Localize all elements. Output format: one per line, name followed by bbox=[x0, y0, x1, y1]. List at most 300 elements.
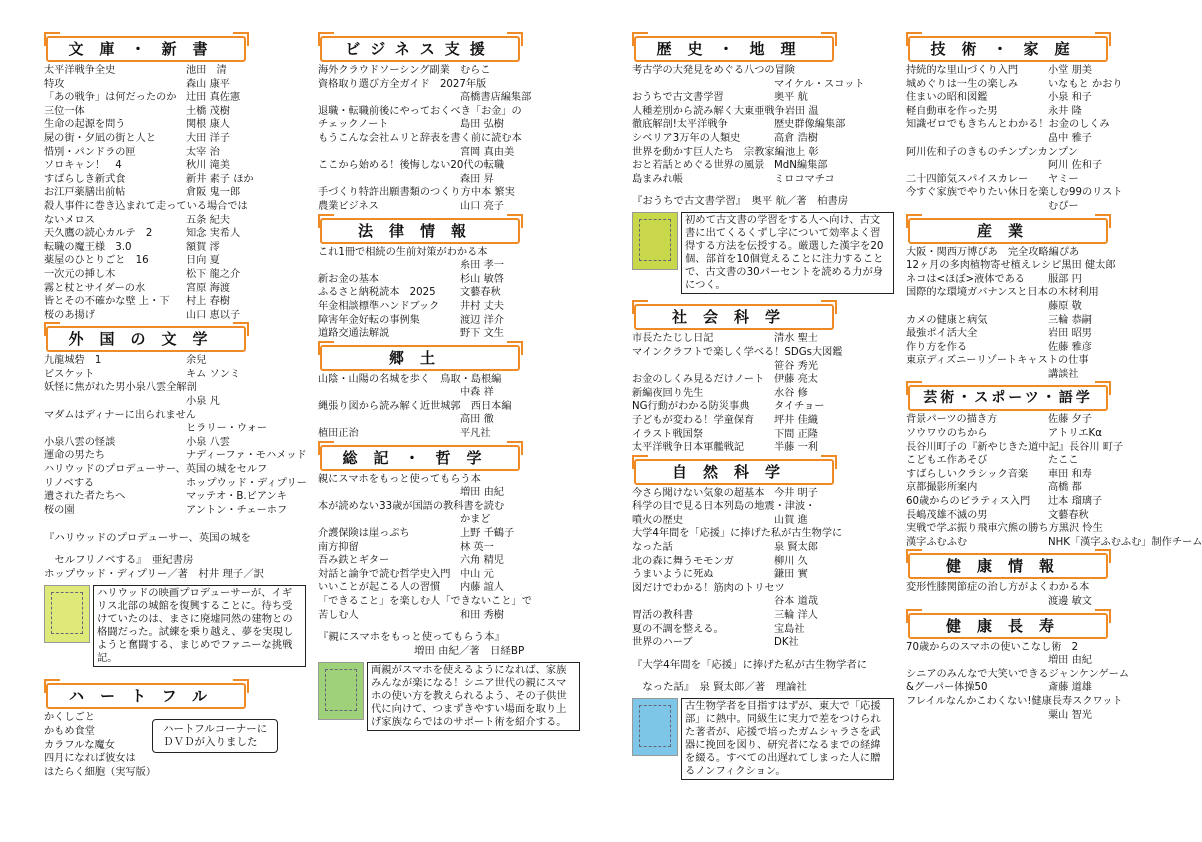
book-author: 永井 隆 bbox=[1048, 105, 1082, 117]
book-author: 関根 康人 bbox=[186, 119, 230, 131]
book-title: 人種差別から読み解く大東亜戦争 bbox=[632, 105, 785, 117]
book-author: 島田 弘樹 bbox=[460, 119, 504, 131]
book-author: 野下 文生 bbox=[460, 328, 504, 340]
book-title: 背景パーツの描き方 bbox=[906, 414, 998, 426]
list-item bbox=[632, 387, 894, 401]
list-item bbox=[318, 427, 580, 441]
book-title: 桜の園 bbox=[44, 504, 75, 516]
list-item bbox=[44, 504, 306, 518]
list-item bbox=[906, 173, 1168, 187]
book-author: 岩田 昭男 bbox=[1048, 328, 1092, 340]
list-item bbox=[632, 118, 894, 132]
list-item bbox=[44, 173, 306, 187]
book-author: 渡辺 洋介 bbox=[460, 314, 504, 326]
book-author: 今井 明子 bbox=[774, 487, 818, 499]
book-title: 胃活の教科書 bbox=[632, 610, 694, 622]
column-1 bbox=[44, 32, 306, 779]
book-title: 惜別・パンドラの匣 bbox=[44, 146, 136, 158]
book-author: 山口 亮子 bbox=[460, 200, 504, 212]
category-title: 郷土 bbox=[320, 345, 520, 371]
list-item bbox=[318, 273, 580, 287]
book-author: 岩田 温 bbox=[784, 105, 819, 117]
book-title: 持続的な里山づくり入門 bbox=[906, 65, 1019, 76]
book-author: 増田 由紀 bbox=[1048, 655, 1092, 667]
feature-title: 『おうちで古文書学習』 奥平 航／著 柏書房 bbox=[632, 195, 849, 208]
book-author: 黒沢 怜生 bbox=[1058, 523, 1103, 535]
column-3 bbox=[632, 32, 894, 780]
list-item bbox=[906, 441, 1168, 455]
book-author: かまど bbox=[460, 514, 491, 526]
book-author: 土橋 茂樹 bbox=[186, 105, 230, 117]
book-title: 退職・転職前後にやっておくべき「お金」の bbox=[318, 105, 522, 117]
list-item bbox=[44, 309, 306, 323]
book-title: 特攻 bbox=[44, 78, 65, 90]
book-title: 運命の男たち bbox=[44, 450, 106, 462]
list-item bbox=[906, 413, 1168, 427]
book-title: 海外クラウドソーシング副業 bbox=[318, 65, 450, 76]
book-title: 転職の魔王様 3.0 bbox=[44, 241, 132, 253]
book-author: むらこ bbox=[460, 65, 491, 76]
book-title: 三位一体 bbox=[44, 105, 85, 117]
book-title: 天久鷹の読心カルテ 2 bbox=[44, 228, 153, 240]
feature-title: 『大学4年間を「応援」に捧げた私が古生物学者に bbox=[632, 658, 868, 671]
book-cover-image bbox=[44, 585, 90, 643]
book-title: 遺された者たちへ bbox=[44, 491, 126, 503]
list-item bbox=[44, 490, 306, 504]
feature-box bbox=[632, 698, 894, 780]
book-title: なった話 bbox=[632, 542, 673, 554]
book-author: MdN編集部 bbox=[774, 160, 828, 172]
list-item bbox=[318, 200, 580, 214]
book-author: 知念 実希人 bbox=[186, 228, 241, 240]
book-title: 子どもが変わる！学童保育 bbox=[632, 414, 755, 426]
book-author: 増田 由紀 bbox=[460, 487, 504, 499]
book-author bbox=[501, 373, 580, 387]
book-author: 長谷川 町子 bbox=[1069, 441, 1124, 453]
book-title: 知識ゼロでもきちんとわかる！お金のしくみ bbox=[906, 119, 1110, 131]
list-item bbox=[44, 436, 306, 450]
book-author: 大田 洋子 bbox=[186, 132, 230, 144]
book-title: 「あの戦争」は何だったのか bbox=[44, 92, 177, 104]
list-item bbox=[44, 214, 306, 228]
book-title: 一次元の挿し木 bbox=[44, 268, 116, 280]
list-item bbox=[906, 259, 1168, 273]
book-title: 太平洋戦争日本軍艦戦記 bbox=[632, 442, 745, 454]
book-author: 車田 和寿 bbox=[1048, 468, 1092, 480]
column-4 bbox=[906, 32, 1202, 722]
dvd-title: かもめ食堂 bbox=[44, 726, 95, 737]
book-title: お江戸薬膳出前帖 bbox=[44, 187, 126, 199]
book-author: いなもと かおり bbox=[1048, 78, 1123, 90]
book-author: 五条 紀夫 bbox=[186, 214, 230, 226]
book-title: 苦しむ人 bbox=[318, 609, 359, 621]
feature-author: 増田 由紀／著 日経BP bbox=[414, 645, 525, 658]
book-author: 上野 千鶴子 bbox=[460, 528, 515, 540]
category-title: 法律情報 bbox=[320, 218, 520, 244]
category-header bbox=[906, 214, 1168, 240]
book-author: 高橋書店編集部 bbox=[460, 92, 532, 104]
note-line: ハートフルコーナーに bbox=[163, 723, 268, 736]
feature-box bbox=[632, 212, 894, 294]
book-title: おと若話とめぐる世界の風景 bbox=[632, 160, 765, 172]
list-item bbox=[318, 314, 580, 328]
cover-art bbox=[325, 669, 357, 711]
list-item bbox=[906, 341, 1168, 355]
category-title: 芸術・スポーツ・語学 bbox=[908, 385, 1108, 411]
book-author: ナディーファ・モハメッド bbox=[186, 450, 307, 462]
category-title: 産業 bbox=[908, 218, 1108, 244]
book-title: すばらしいクラシック音楽 bbox=[906, 468, 1029, 480]
book-author: 杉山 敏啓 bbox=[460, 273, 504, 285]
category-header bbox=[906, 549, 1168, 575]
list-item bbox=[632, 146, 894, 160]
book-author bbox=[486, 78, 580, 92]
feature-section bbox=[632, 194, 894, 294]
book-author: 清水 聖士 bbox=[774, 333, 818, 345]
book-title: 妖怪に焦がれた男小泉八雲全解剖 bbox=[44, 382, 197, 394]
book-title: 新編夜回り先生 bbox=[632, 387, 704, 399]
book-author: 糸田 孝一 bbox=[460, 260, 504, 272]
book-title: リノベする bbox=[44, 477, 95, 489]
book-author: 佐藤 雅彦 bbox=[1048, 341, 1092, 353]
category-header bbox=[632, 455, 894, 481]
list-item bbox=[318, 527, 580, 541]
book-title: 阿川佐和子のきものチンプンカンプン bbox=[906, 146, 1078, 158]
feature-title-cont: セルフリノベする』 亜紀書房 bbox=[44, 554, 194, 567]
list-item bbox=[632, 441, 894, 455]
category-header bbox=[44, 322, 306, 348]
book-author: 斎藤 道雄 bbox=[1048, 682, 1092, 694]
list-item bbox=[906, 64, 1168, 78]
book-title: 対話と論争で読む哲学史入門 bbox=[318, 568, 451, 580]
list-item bbox=[906, 522, 1168, 536]
feature-description: 初めて古文書の学習をする人へ向け、古文書に出てくるくずし字について効率よく習得する方法を伝授する。厳選した漢字を20個、部首を10個覚えることに注力することで、古文書の30パーセントを読める力が身につく。 bbox=[681, 212, 894, 294]
book-title: イラスト戦国祭 bbox=[632, 428, 704, 440]
book-author: 服部 円 bbox=[1048, 273, 1082, 285]
book-author: 倉阪 鬼一郎 bbox=[186, 187, 241, 199]
feature-title: 『親にスマホをもっと使ってもらう本』 bbox=[318, 631, 505, 644]
book-author: 和田 秀樹 bbox=[460, 609, 504, 621]
book-title: 70歳からのスマホの使いこなし術 2 bbox=[906, 641, 1079, 653]
book-author bbox=[1078, 641, 1168, 655]
category-title: 歴史・地理 bbox=[634, 36, 834, 62]
book-author: 山口 恵以子 bbox=[186, 309, 241, 321]
book-title: 植田正治 bbox=[318, 428, 359, 440]
category-title: ハートフル bbox=[46, 683, 246, 709]
list-item bbox=[632, 514, 894, 528]
book-author: 辻本 瑠璃子 bbox=[1048, 496, 1103, 508]
book-title: ソウワウのちから bbox=[906, 428, 988, 440]
book-author: 村上 春樹 bbox=[186, 296, 230, 308]
note-line: ＤＶＤが入りました bbox=[163, 736, 258, 749]
list-item bbox=[44, 368, 306, 382]
book-cover-image bbox=[318, 662, 364, 720]
book-title: フレイルなんかこわくない!健康長寿スクワット bbox=[906, 695, 1123, 707]
heartful-section bbox=[44, 679, 306, 779]
category-header bbox=[906, 609, 1168, 635]
list-item bbox=[906, 481, 1168, 495]
book-title: 世界を動かす巨人たち 宗教家編 bbox=[632, 146, 785, 158]
book-author: ホップウッド・ディプリー bbox=[186, 477, 307, 489]
book-title: 「できること」を楽しむ人「できないこと」で bbox=[318, 596, 532, 607]
list-item bbox=[318, 554, 580, 568]
book-title: 今さら聞けない気象の超基本 bbox=[632, 487, 765, 499]
list-item bbox=[906, 509, 1168, 523]
list-item bbox=[44, 159, 306, 173]
book-author: 林 英一 bbox=[460, 541, 494, 553]
list-item bbox=[632, 373, 894, 387]
book-title: 大学4年間を「応援」に捧げた私が古生物学に bbox=[632, 528, 843, 540]
feature-box bbox=[318, 662, 580, 731]
list-item bbox=[632, 159, 894, 173]
list-item bbox=[44, 132, 306, 146]
book-author: 宝島社 bbox=[774, 623, 805, 635]
book-title: もうこんな会社ムリと辞表を書く前に読む本 bbox=[318, 132, 522, 144]
book-title: お金のしくみ見るだけノート bbox=[632, 374, 765, 386]
book-title: 皆とその不確かな壁 上・下 bbox=[44, 296, 170, 308]
book-title: 殺人事件に巻き込まれて走っている場合では bbox=[44, 200, 248, 212]
book-author: 鎌田 實 bbox=[774, 569, 808, 581]
category-header bbox=[44, 32, 306, 58]
list-item bbox=[318, 186, 580, 200]
book-title: 縄張り図から読み解く近世城郭 西日本編 bbox=[318, 400, 512, 412]
book-title: 軽自動車を作った男 bbox=[906, 105, 998, 117]
book-author: 黒田 健太郎 bbox=[1061, 260, 1116, 272]
list-item bbox=[44, 91, 306, 105]
list-item bbox=[44, 146, 306, 160]
book-author: 森田 昇 bbox=[460, 173, 494, 185]
book-title: 夏の不調を整える。 bbox=[632, 623, 724, 635]
book-title: 住まいの昭和図鑑 bbox=[906, 92, 988, 104]
list-item bbox=[906, 536, 1202, 550]
book-author: 池上 彰 bbox=[784, 146, 819, 158]
book-title: ハリウッドのプロデューサー、英国の城をセルフ bbox=[44, 464, 268, 476]
cover-art bbox=[51, 592, 83, 634]
list-item bbox=[906, 495, 1168, 509]
book-author: 三輪 恭嗣 bbox=[1048, 314, 1092, 326]
book-author: 畠中 雅子 bbox=[1048, 132, 1092, 144]
book-title: 太平洋戦争全史 bbox=[44, 65, 116, 76]
book-title: これ1冊で相続の生前対策がわかる本 bbox=[318, 246, 488, 258]
book-author: 藤原 敬 bbox=[1048, 300, 1082, 312]
book-title: 年金相談標準ハンドブック bbox=[318, 300, 440, 312]
list-item bbox=[44, 254, 306, 268]
list-item bbox=[906, 78, 1168, 92]
dvd-note bbox=[152, 719, 278, 753]
book-author: 高倉 浩樹 bbox=[774, 132, 818, 144]
list-item bbox=[318, 118, 580, 132]
book-author: 小堂 朋美 bbox=[1048, 65, 1092, 76]
book-author: 森山 康平 bbox=[186, 78, 230, 90]
list-item bbox=[318, 373, 580, 387]
book-title: 城めぐりは一生の楽しみ bbox=[906, 78, 1019, 90]
book-title: 島まみれ帳 bbox=[632, 173, 683, 185]
list-item bbox=[318, 609, 580, 623]
book-title: 作り方を作る bbox=[906, 341, 968, 353]
book-title: 薬屋のひとりごと 16 bbox=[44, 255, 149, 267]
book-author: DK社 bbox=[774, 637, 799, 649]
category-header bbox=[906, 32, 1168, 58]
category-title: ビジネス支援 bbox=[320, 36, 520, 62]
list-item bbox=[44, 477, 306, 491]
book-author: 辻田 真佐憲 bbox=[186, 92, 241, 104]
book-title: 国際的な環境ガバナンスと日本の木材利用 bbox=[906, 287, 1099, 299]
list-item bbox=[44, 118, 306, 132]
book-author: 阿川 佐和子 bbox=[1048, 160, 1103, 172]
cover-art bbox=[639, 705, 671, 747]
book-title: 霧と杖とサイダーの水 bbox=[44, 282, 146, 294]
category-title: 自然科学 bbox=[634, 459, 834, 485]
book-author: ぴあ bbox=[1058, 246, 1080, 258]
category-header bbox=[632, 300, 894, 326]
category-header bbox=[318, 214, 580, 240]
book-author: 笹谷 秀光 bbox=[774, 360, 818, 372]
book-title: 親にスマホをもっと使ってもらう本 bbox=[318, 473, 481, 485]
book-author: 坪井 佳織 bbox=[774, 414, 818, 426]
list-item bbox=[906, 468, 1168, 482]
dvd-title: かくしごと bbox=[44, 712, 95, 724]
book-author: 文藝春秋 bbox=[1048, 509, 1089, 521]
book-title: 噴火の歴史 bbox=[632, 514, 683, 526]
book-author: キム ソンミ bbox=[186, 368, 241, 380]
book-author: 小泉 八雲 bbox=[186, 436, 230, 448]
list-item bbox=[318, 78, 580, 92]
list-item bbox=[318, 286, 580, 300]
book-title: 介護保険は崖っぷち bbox=[318, 528, 410, 540]
book-title: 世界のハーブ bbox=[632, 637, 693, 649]
dvd-title: はたらく細胞（実写版） bbox=[44, 766, 157, 778]
book-cover-image bbox=[632, 698, 678, 756]
list-item bbox=[44, 268, 306, 282]
category-title: 健康長寿 bbox=[908, 613, 1108, 639]
list-item bbox=[906, 91, 1168, 105]
list-item bbox=[44, 78, 306, 92]
book-title: 12ヶ月の多肉植物寄せ植えレシピ bbox=[906, 260, 1062, 272]
book-author: 池田 清 bbox=[186, 65, 227, 76]
list-item bbox=[44, 354, 306, 368]
category-header bbox=[318, 441, 580, 467]
book-author: 日向 夏 bbox=[186, 255, 220, 267]
category-title: 健康情報 bbox=[908, 553, 1108, 579]
category-header bbox=[632, 32, 894, 58]
list-item bbox=[44, 241, 306, 255]
book-title: 変形性膝関節症の治し方がよくわかる本 bbox=[906, 582, 1090, 594]
feature-box bbox=[44, 585, 306, 667]
list-item bbox=[632, 91, 894, 105]
book-author: 歴史群像編集部 bbox=[774, 119, 846, 131]
book-author: 山賀 進 bbox=[774, 514, 808, 526]
book-title: &グーパー体操50 bbox=[906, 682, 988, 694]
book-author: 佐藤 夕子 bbox=[1048, 414, 1092, 426]
category-header bbox=[44, 679, 306, 705]
book-author: 松下 龍之介 bbox=[186, 268, 241, 280]
book-title: うまいように死ぬ bbox=[632, 569, 714, 581]
book-author: NHK「漢字ふむふむ」制作チーム bbox=[1048, 536, 1202, 548]
book-title: 長嶋茂雄不滅の男 bbox=[906, 509, 988, 521]
list-item bbox=[906, 246, 1168, 260]
list-item bbox=[318, 568, 580, 582]
book-author: 谷本 道哉 bbox=[774, 596, 818, 608]
book-title: いいことが起こる人の習慣 bbox=[318, 582, 441, 594]
feature-description: 古生物学者を目指すはずが、東大で「応援部」に熱中。同級生に実力で差をつけられた著者が、応援で培ったガムシャラさを武器に挽回を図り、研究者になるまでの経緯を綴る。すべての出遅れてしまった人に贈るノンフィクション。 bbox=[681, 698, 894, 780]
list-item bbox=[44, 449, 306, 463]
book-title: 考古学の大発見をめぐる八つの冒険 bbox=[632, 65, 795, 76]
list-item bbox=[44, 105, 306, 119]
book-title: 南方抑留 bbox=[318, 541, 359, 553]
book-author: むぴー bbox=[1048, 200, 1079, 212]
book-author: 水谷 修 bbox=[774, 387, 808, 399]
book-title: 市長たたじし日記 bbox=[632, 333, 714, 345]
book-title: 吾み鉄とギター bbox=[318, 555, 390, 567]
list-item bbox=[906, 427, 1168, 441]
dvd-title: 四月になれば彼女は bbox=[44, 753, 136, 765]
feature-section bbox=[632, 658, 894, 780]
book-author: 宮原 海渡 bbox=[186, 282, 230, 294]
book-author: 文藝春秋 bbox=[460, 287, 501, 299]
book-author: 井村 丈夫 bbox=[460, 300, 504, 312]
category-title: 総記・哲学 bbox=[320, 445, 520, 471]
book-author: マッテオ・B.ビアンキ bbox=[186, 491, 287, 503]
list-item bbox=[44, 295, 306, 309]
list-item bbox=[632, 623, 894, 637]
category-header bbox=[906, 381, 1168, 407]
book-author: 小泉 凡 bbox=[186, 396, 220, 408]
book-title: ネコは<ほぼ>液体である bbox=[906, 273, 1025, 285]
feature-description: ハリウッドの映画プロデューサーが、イギリス北部の城館を復興することに。待ち受けていたのは、まさに廃墟同然の建物との格闘だった。試練を乗り越え、夢を実現しようと奮闘する、まじめでファニーな挑戦記。 bbox=[93, 585, 306, 667]
book-title: 山陰・山陽の名城を歩く 鳥取・島根編 bbox=[318, 373, 502, 385]
book-title: すばらしき新式食 bbox=[44, 173, 126, 185]
book-author: 半藤 一利 bbox=[774, 442, 818, 454]
column-2 bbox=[318, 32, 580, 731]
list-item bbox=[906, 454, 1168, 468]
book-author: アトリエKα bbox=[1048, 428, 1102, 440]
list-item bbox=[632, 132, 894, 146]
list-item bbox=[632, 400, 894, 414]
book-author: 中本 繁実 bbox=[470, 187, 515, 199]
book-title: 漢字ふむふむ bbox=[906, 536, 968, 548]
book-author: 粟山 智光 bbox=[1048, 709, 1092, 721]
list-item bbox=[632, 568, 894, 582]
book-title: シベリア3万年の人類史 bbox=[632, 132, 741, 144]
list-item bbox=[44, 282, 306, 296]
book-author: 内藤 誼人 bbox=[460, 582, 504, 594]
book-title: 60歳からのピラティス入門 bbox=[906, 496, 1031, 508]
list-item bbox=[632, 541, 894, 555]
book-title: 障害年金好転の事例集 bbox=[318, 314, 420, 326]
book-title: ビスケット bbox=[44, 368, 95, 380]
book-author: アントン・チェーホフ bbox=[186, 504, 288, 516]
book-title: ないメロス bbox=[44, 214, 95, 226]
category-header bbox=[318, 32, 580, 58]
list-item bbox=[632, 332, 894, 346]
list-item bbox=[906, 314, 1168, 328]
book-author: 高橋 都 bbox=[1048, 482, 1082, 494]
book-title: 二十四節気スパイスカレー bbox=[906, 173, 1029, 185]
book-title: 図だけでわかる！筋肉のトリセツ bbox=[632, 582, 785, 594]
list-item bbox=[632, 555, 894, 569]
feature-title-cont: なった話』 泉 賢太郎／著 理論社 bbox=[632, 680, 807, 693]
book-author: 伊藤 亮太 bbox=[774, 374, 818, 386]
book-title: 道路交通法解説 bbox=[318, 328, 390, 340]
book-author: 額賀 澪 bbox=[186, 241, 220, 253]
book-author: 泉 賢太郎 bbox=[774, 542, 818, 554]
category-title: 技術・家庭 bbox=[908, 36, 1108, 62]
book-title: 実戦で学ぶ振り飛車穴熊の勝ち方 bbox=[906, 523, 1059, 535]
category-title: 外国の文学 bbox=[46, 326, 246, 352]
book-author: ヒラリー・ウォー bbox=[186, 423, 268, 435]
list-item bbox=[632, 105, 894, 119]
book-cover-image bbox=[632, 212, 678, 270]
